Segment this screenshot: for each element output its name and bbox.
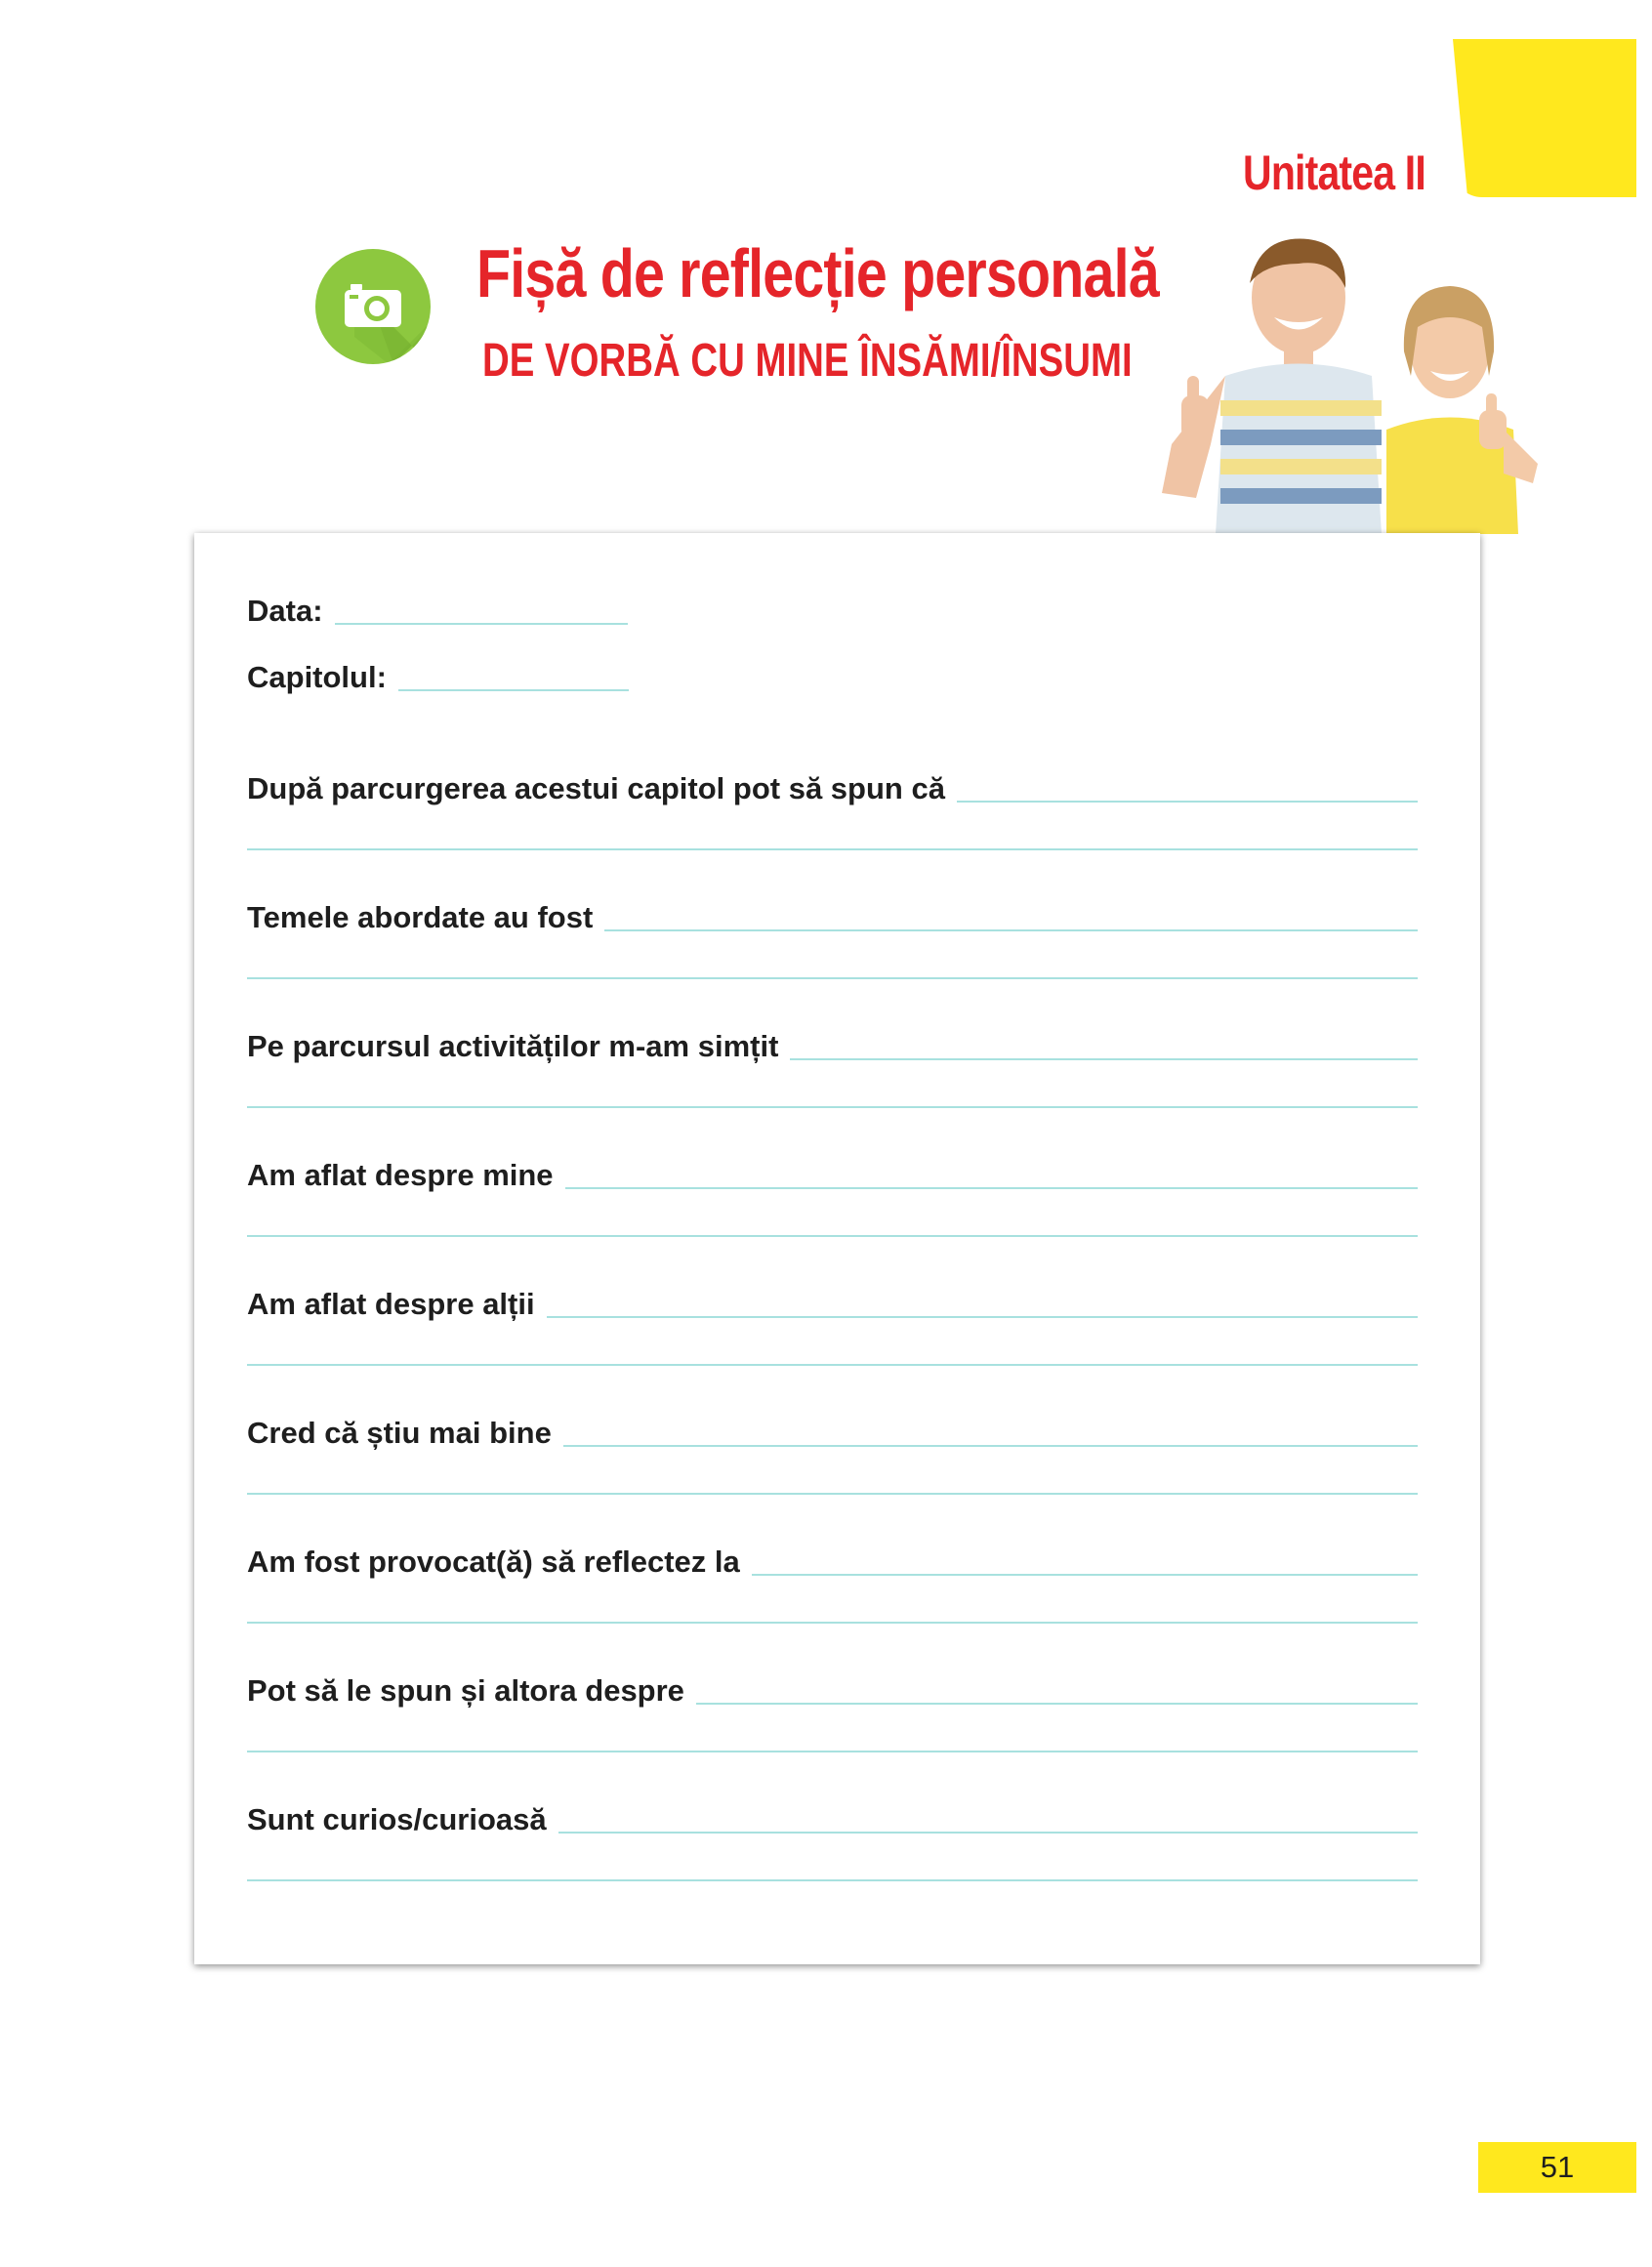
prompt-label: Sunt curios/curioasă [247, 1802, 547, 1836]
unit-tab [1453, 39, 1636, 197]
answer-line[interactable] [247, 1622, 1418, 1624]
prompt-label: Cred că știu mai bine [247, 1416, 552, 1450]
answer-line[interactable] [752, 1574, 1418, 1576]
chapter-line[interactable] [398, 689, 629, 691]
page-title: Fișă de reflecție personală [476, 235, 1159, 311]
unit-title: Unitatea II [1243, 145, 1425, 200]
answer-line[interactable] [547, 1316, 1418, 1318]
date-line[interactable] [335, 623, 628, 625]
page-subtitle: DE VORBĂ CU MINE ÎNSĂMI/ÎNSUMI [482, 335, 1133, 387]
answer-line[interactable] [563, 1445, 1418, 1447]
answer-line[interactable] [565, 1187, 1418, 1189]
prompt-row [247, 879, 1418, 937]
prompt-row [247, 1136, 1418, 1195]
prompt-row [247, 1652, 1418, 1711]
children-photo [1152, 229, 1543, 534]
answer-line[interactable] [247, 1493, 1418, 1495]
camera-icon [315, 249, 431, 364]
prompt-label: Temele abordate au fost [247, 900, 594, 934]
date-field-row [247, 572, 1418, 631]
prompt-row [247, 750, 1418, 808]
prompt-row [247, 1265, 1418, 1324]
prompt-label: Am aflat despre mine [247, 1158, 554, 1192]
prompt-row [247, 1781, 1418, 1839]
answer-line[interactable] [247, 848, 1418, 850]
prompt-row [247, 1008, 1418, 1066]
answer-line[interactable] [957, 801, 1418, 803]
answer-line[interactable] [247, 1106, 1418, 1108]
answer-line[interactable] [247, 977, 1418, 979]
prompt-row [247, 1394, 1418, 1453]
answer-line[interactable] [247, 1235, 1418, 1237]
answer-line[interactable] [247, 1364, 1418, 1366]
prompt-label: Pe parcursul activităților m-am simțit [247, 1029, 779, 1063]
answer-line[interactable] [247, 1751, 1418, 1752]
prompt-label: După parcurgerea acestui capitol pot să spun că [247, 771, 945, 805]
chapter-label: Capitolul: [247, 660, 387, 694]
answer-line[interactable] [247, 1879, 1418, 1881]
prompt-row [247, 1523, 1418, 1582]
reflection-card [194, 533, 1480, 1964]
page-number: 51 [1540, 2150, 1575, 2184]
camera-badge [315, 249, 431, 364]
chapter-field-row [247, 639, 1418, 697]
prompt-label: Am fost provocat(ă) să reflectez la [247, 1545, 740, 1579]
date-label: Data: [247, 594, 323, 628]
answer-line[interactable] [604, 929, 1418, 931]
page-number-tab [1478, 2142, 1636, 2193]
prompt-label: Pot să le spun și altora despre [247, 1673, 684, 1708]
answer-line[interactable] [558, 1832, 1418, 1834]
prompt-label: Am aflat despre alții [247, 1287, 535, 1321]
answer-line[interactable] [696, 1703, 1418, 1705]
answer-line[interactable] [790, 1058, 1418, 1060]
